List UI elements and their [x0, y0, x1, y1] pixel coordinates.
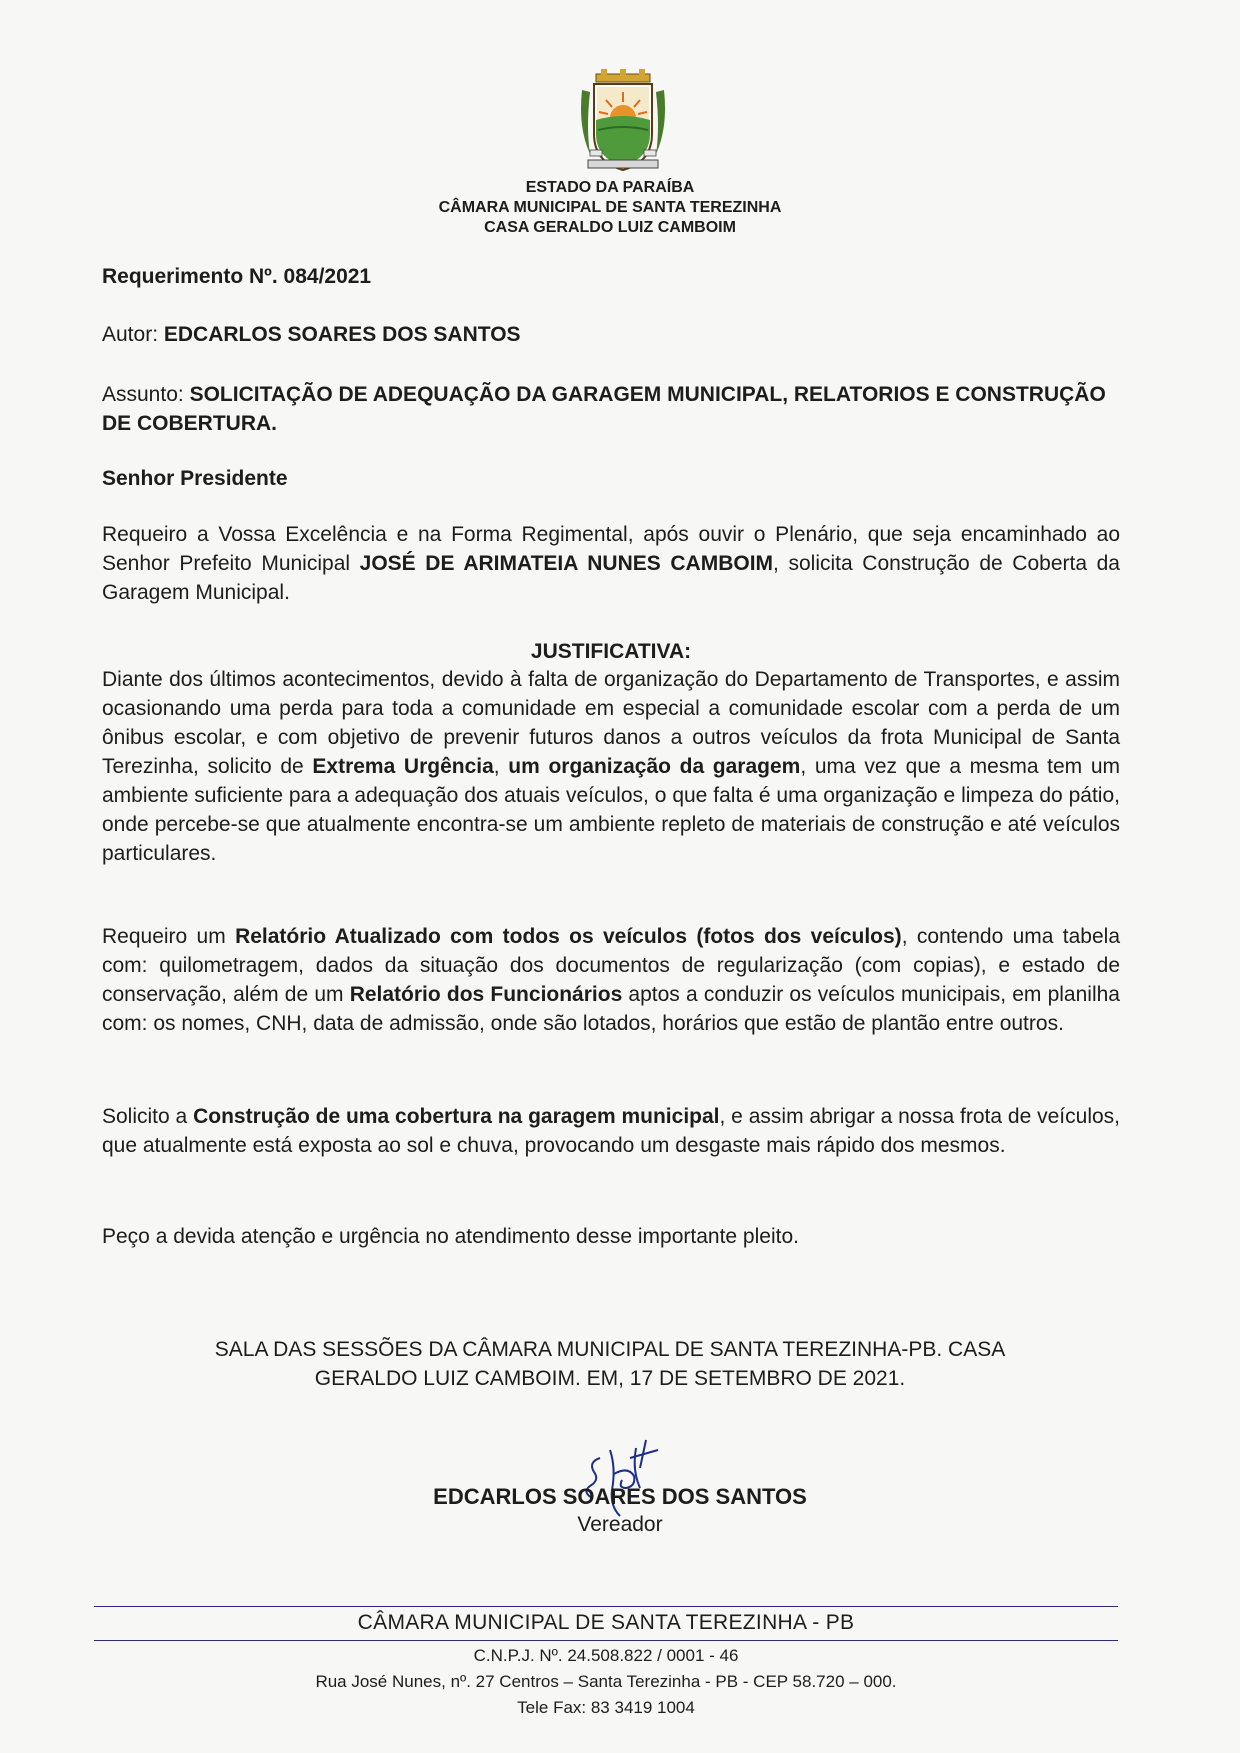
footer-rule-bottom [94, 1640, 1118, 1641]
author-line [102, 320, 1120, 349]
signer-role: Vereador [577, 1513, 663, 1536]
salutation: Senhor Presidente [102, 467, 288, 490]
letterhead [380, 178, 840, 238]
justification-paragraph-1: Diante dos últimos acontecimentos, devido à falta de organização do Departamento de Transportes, e assim ocasionando uma perda para toda a comunidade em especial a comunidade escolar com a perda de um ônibus escolar, e com objetivo de prevenir futuros danos a outros veículos da frota Municipal de Santa Terezinha, solicito de Extrema Urgência, um organização da garagem, uma vez que a mesma tem um ambiente suficiente para a adequação dos atuais veículos, o que falta é uma organização e limpeza do pátio, onde percebe-se que atualmente encontra-se um ambiente repleto de materiais de construção e até veículos particulares. [102, 668, 1120, 865]
justification-paragraph-3: Solicito a Construção de uma cobertura na garagem municipal, e assim abrigar a nossa frota de veículos, que atualmente está exposta ao sol e chuva, provocando um desgaste mais rápido dos mesmos. [102, 1105, 1121, 1157]
subject-text: SOLICITAÇÃO DE ADEQUAÇÃO DA GARAGEM MUNICIPAL, RELATORIOS E CONSTRUÇÃO DE COBERTURA. [102, 383, 1106, 435]
municipal-coat-of-arms-icon [568, 68, 678, 178]
intro-paragraph: Requeiro a Vossa Excelência e na Forma Regimental, após ouvir o Plenário, que seja encaminhado ao Senhor Prefeito Municipal JOSÉ DE ARIMATEIA NUNES CAMBOIM, solicita Construção de Coberta da Garagem Municipal. [102, 523, 1120, 604]
footer-address: Rua José Nunes, nº. 27 Centros – Santa Terezinha - PB - CEP 58.720 – 000. [315, 1672, 897, 1691]
subject-block [102, 380, 1122, 438]
justification-paragraph-2: Requeiro um Relatório Atualizado com todos os veículos (fotos dos veículos), contendo uma tabela com: quilometragem, dados da situação dos documentos de regularização (com copias), e estado de conservação, além de um Relatório dos Funcionários aptos a conduzir os veículos municipais, em planilha com: os nomes, CNH, data de admissão, onde são lotados, horários que estão de plantão entre outros. [102, 925, 1120, 1035]
subject-label: Assunto: [102, 383, 190, 406]
justification-heading: JUSTIFICATIVA: [530, 640, 692, 663]
footer-rule-top [94, 1606, 1118, 1607]
author-label: Autor: [102, 323, 164, 346]
house-name: CASA GERALDO LUIZ CAMBOIM [484, 219, 736, 236]
document-number: Requerimento Nº. 084/2021 [102, 265, 372, 288]
mayor-name: JOSÉ DE ARIMATEIA NUNES CAMBOIM [359, 552, 774, 575]
state-name: ESTADO DA PARAÍBA [525, 179, 695, 196]
footer-title: CÂMARA MUNICIPAL DE SANTA TEREZINHA - PB [357, 1611, 855, 1634]
closing-sentence: Peço a devida atenção e urgência no atendimento desse importante pleito. [102, 1225, 799, 1248]
footer-cnpj: C.N.P.J. Nº. 24.508.822 / 0001 - 46 [473, 1646, 739, 1665]
signer-name: EDCARLOS SOARES DOS SANTOS [433, 1484, 807, 1509]
chamber-name: CÂMARA MUNICIPAL DE SANTA TEREZINHA [438, 199, 782, 216]
footer-phone: Tele Fax: 83 3419 1004 [517, 1698, 695, 1717]
session-statement: SALA DAS SESSÕES DA CÂMARA MUNICIPAL DE SANTA TEREZINHA-PB. CASA GERALDO LUIZ CAMBOIM. EM, 17 DE SETEMBRO DE 2021. [214, 1338, 1006, 1390]
author-name: EDCARLOS SOARES DOS SANTOS [163, 323, 521, 346]
